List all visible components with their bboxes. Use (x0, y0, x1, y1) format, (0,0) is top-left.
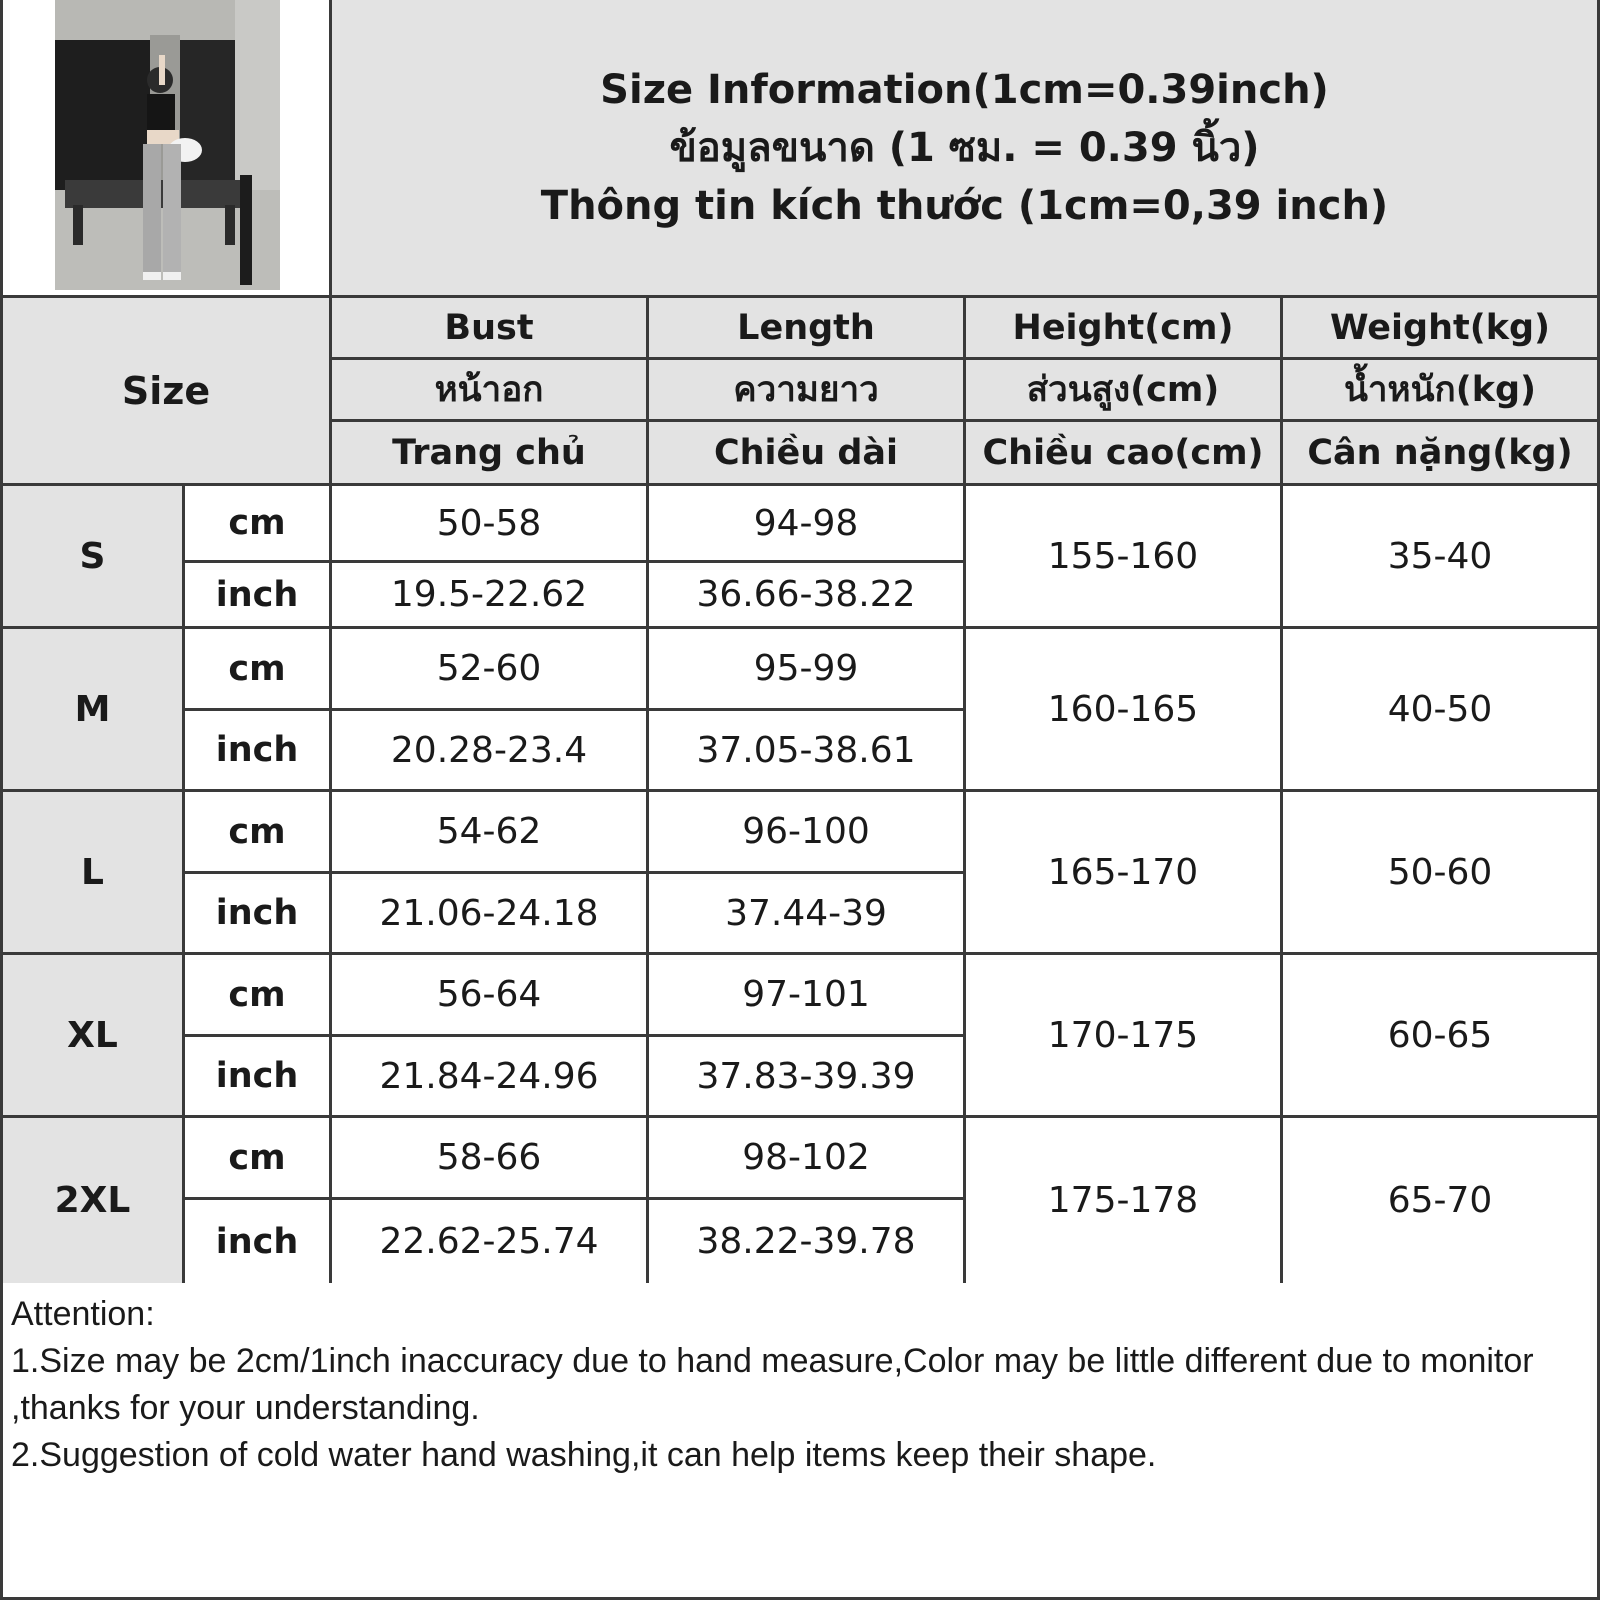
size-label-s: S (0, 483, 185, 629)
length-cm-value: 97-101 (646, 952, 966, 1037)
length-header-vi: Chiều dài (646, 419, 966, 486)
bust-cm-value: 56-64 (329, 952, 649, 1037)
bust-header-en: Bust (329, 295, 649, 360)
unit-cm: cm (182, 952, 332, 1037)
length-cm-value: 94-98 (646, 483, 966, 563)
bust-cm-value: 58-66 (329, 1115, 649, 1200)
weight-value: 65-70 (1280, 1115, 1600, 1286)
length-inch-value: 36.66-38.22 (646, 560, 966, 629)
size-column-header: Size (0, 295, 332, 486)
weight-header-vi: Cân nặng(kg) (1280, 419, 1600, 486)
height-header-vi: Chiều cao(cm) (963, 419, 1283, 486)
size-label-l: L (0, 789, 185, 955)
unit-inch: inch (182, 708, 332, 792)
attention-heading: Attention: (11, 1295, 155, 1333)
length-cm-value: 95-99 (646, 626, 966, 711)
weight-value: 35-40 (1280, 483, 1600, 629)
bust-inch-value: 22.62-25.74 (329, 1197, 649, 1286)
unit-cm: cm (182, 789, 332, 874)
bust-cm-value: 50-58 (329, 483, 649, 563)
size-label-2xl: 2XL (0, 1115, 185, 1286)
height-value: 165-170 (963, 789, 1283, 955)
weight-value: 40-50 (1280, 626, 1600, 792)
product-photo (55, 0, 280, 290)
length-cm-value: 96-100 (646, 789, 966, 874)
unit-cm: cm (182, 626, 332, 711)
height-header-th: ส่วนสูง(cm) (963, 357, 1283, 422)
height-header-en: Height(cm) (963, 295, 1283, 360)
length-cm-value: 98-102 (646, 1115, 966, 1200)
unit-inch: inch (182, 871, 332, 955)
title-thai: ข้อมูลขนาด (1 ซม. = 0.39 นิ้ว) (669, 124, 1260, 171)
product-photo-cell (0, 0, 332, 298)
bust-cm-value: 52-60 (329, 626, 649, 711)
title-vietnamese: Thông tin kích thước (1cm=0,39 inch) (540, 182, 1389, 229)
height-value: 175-178 (963, 1115, 1283, 1286)
weight-header-en: Weight(kg) (1280, 295, 1600, 360)
height-value: 170-175 (963, 952, 1283, 1118)
length-header-en: Length (646, 295, 966, 360)
bust-inch-value: 19.5-22.62 (329, 560, 649, 629)
bust-header-vi: Trang chủ (329, 419, 649, 486)
size-label-xl: XL (0, 952, 185, 1118)
model-photo-icon (55, 0, 280, 290)
height-value: 160-165 (963, 626, 1283, 792)
unit-cm: cm (182, 483, 332, 563)
length-inch-value: 37.44-39 (646, 871, 966, 955)
attention-item-1: 1.Size may be 2cm/1inch inaccuracy due to hand measure,Color may be little different due to monitor ,thanks for your understanding. (11, 1342, 1534, 1427)
bust-inch-value: 21.06-24.18 (329, 871, 649, 955)
length-inch-value: 38.22-39.78 (646, 1197, 966, 1286)
size-info-title (329, 0, 1600, 298)
attention-item-2: 2.Suggestion of cold water hand washing,it can help items keep their shape. (11, 1436, 1157, 1474)
attention-notes (0, 1283, 1600, 1600)
unit-inch: inch (182, 1197, 332, 1286)
bust-header-th: หน้าอก (329, 357, 649, 422)
weight-value: 50-60 (1280, 789, 1600, 955)
height-value: 155-160 (963, 483, 1283, 629)
unit-cm: cm (182, 1115, 332, 1200)
length-inch-value: 37.83-39.39 (646, 1034, 966, 1118)
bust-inch-value: 20.28-23.4 (329, 708, 649, 792)
size-label-m: M (0, 626, 185, 792)
unit-inch: inch (182, 560, 332, 629)
bust-cm-value: 54-62 (329, 789, 649, 874)
length-inch-value: 37.05-38.61 (646, 708, 966, 792)
unit-inch: inch (182, 1034, 332, 1118)
length-header-th: ความยาว (646, 357, 966, 422)
title-english: Size Information(1cm=0.39inch) (600, 66, 1329, 113)
weight-header-th: น้ำหนัก(kg) (1280, 357, 1600, 422)
weight-value: 60-65 (1280, 952, 1600, 1118)
bust-inch-value: 21.84-24.96 (329, 1034, 649, 1118)
